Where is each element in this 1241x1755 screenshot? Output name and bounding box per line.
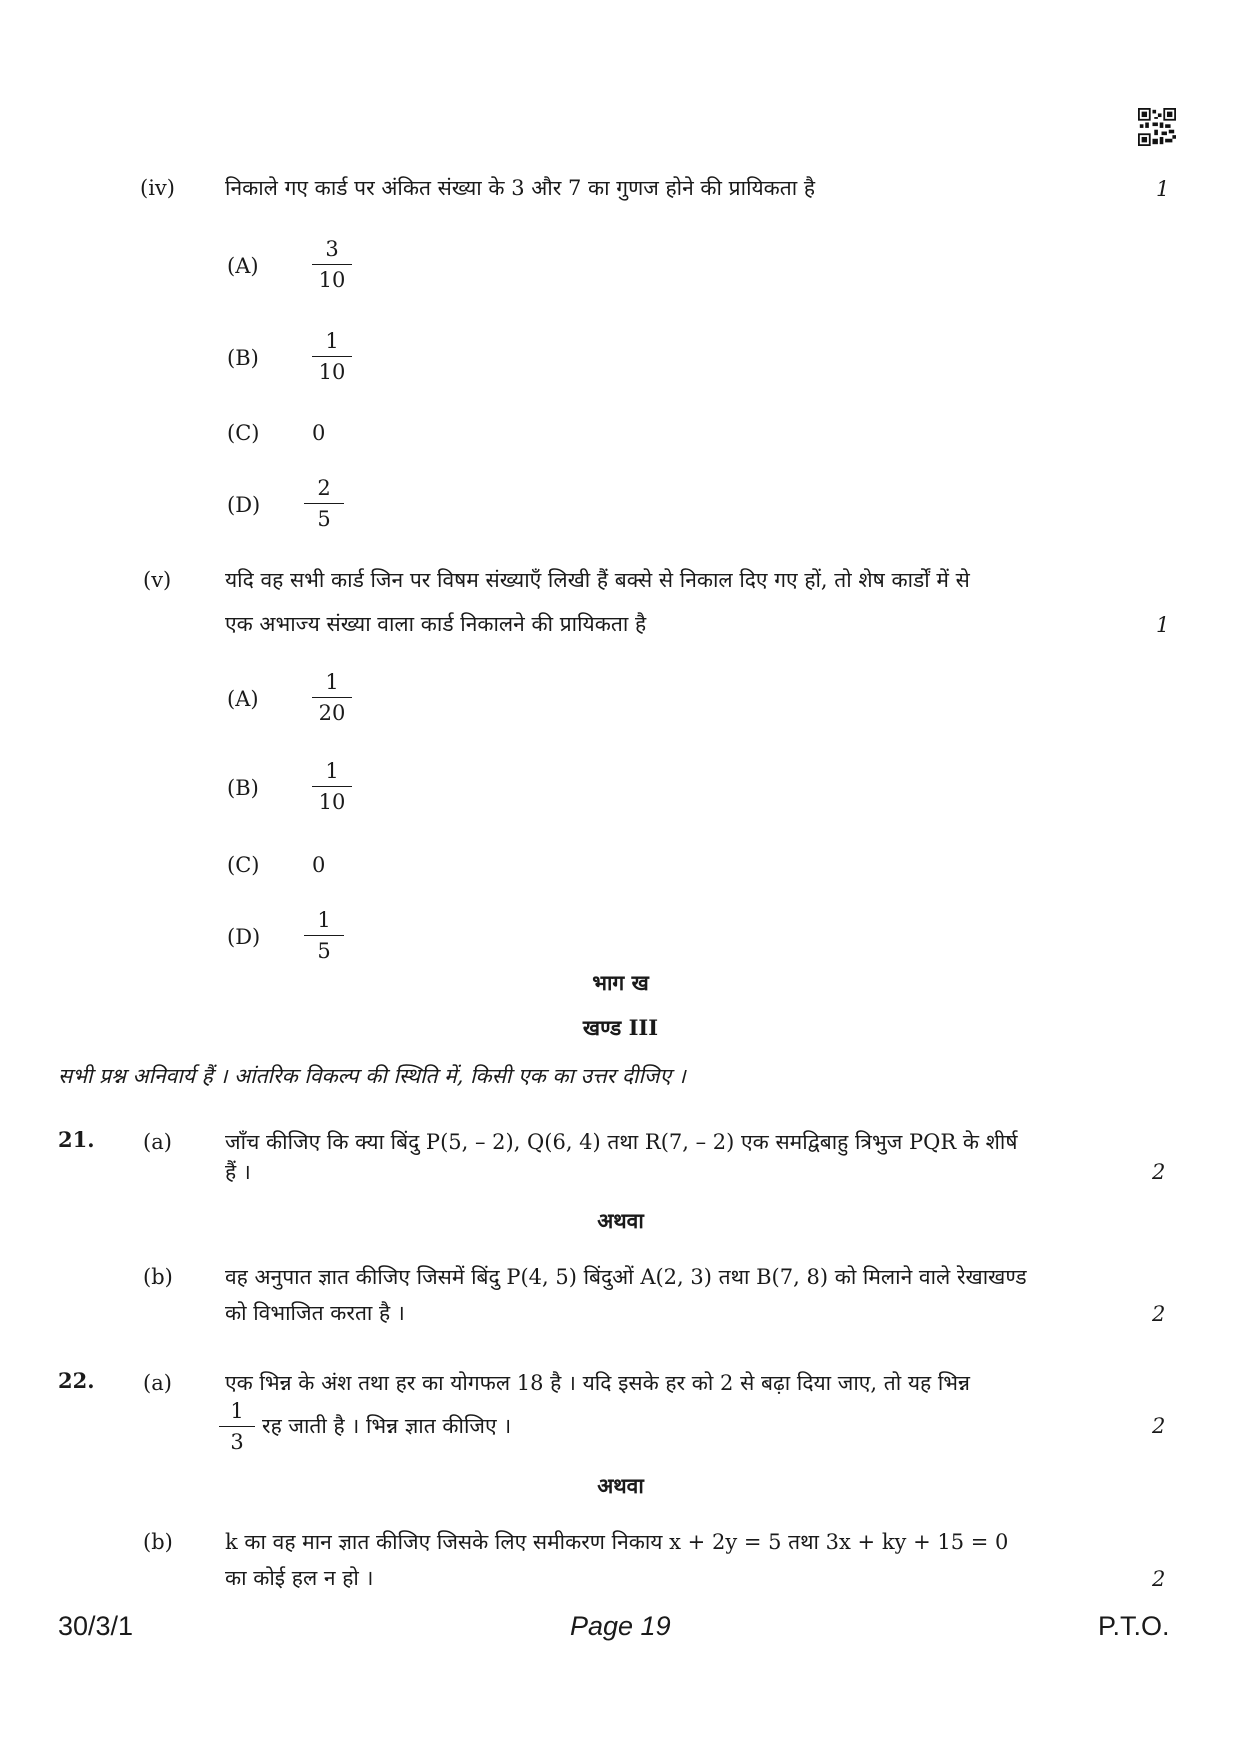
option-label-c: (C) <box>227 421 260 445</box>
option-b-fraction: 1 10 <box>312 758 352 815</box>
question-text-line-2: को विभाजित करता है । <box>225 1301 405 1325</box>
subpart-label: (iv) <box>140 176 175 200</box>
marks: 2 <box>1152 1160 1166 1184</box>
option-label-d: (D) <box>227 925 261 949</box>
option-c-value: 0 <box>312 853 326 877</box>
or-divider: अथवा <box>597 1208 644 1233</box>
question-text-line-2: रह जाती है । भिन्न ज्ञात कीजिए । <box>262 1414 512 1438</box>
fraction-one-third: 1 3 <box>219 1398 255 1455</box>
option-label-a: (A) <box>227 254 259 278</box>
marks: 2 <box>1152 1414 1166 1438</box>
option-b-fraction: 1 10 <box>312 328 352 385</box>
option-label-a: (A) <box>227 687 259 711</box>
paper-code: 30/3/1 <box>58 1611 134 1641</box>
section-heading: खण्ड III <box>582 1015 659 1040</box>
question-text-line-1: एक भिन्न के अंश तथा हर का योगफल 18 है । यदि इसके हर को 2 से बढ़ा दिया जाए, तो यह भिन्न <box>225 1371 971 1395</box>
marks: 1 <box>1156 613 1170 637</box>
option-d-fraction: 1 5 <box>304 907 344 964</box>
marks: 2 <box>1152 1302 1166 1326</box>
question-number: 21. <box>58 1127 95 1152</box>
subpart-label-a: (a) <box>143 1371 172 1395</box>
qr-code-icon <box>1138 108 1176 146</box>
or-divider: अथवा <box>597 1473 644 1498</box>
option-a-fraction: 1 20 <box>312 669 352 726</box>
question-text-line-1: यदि वह सभी कार्ड जिन पर विषम संख्याएँ लिखी हैं बक्से से निकाल दिए गए हों, तो शेष कार्डों में से <box>225 568 970 592</box>
option-c-value: 0 <box>312 421 326 445</box>
section-instruction: सभी प्रश्न अनिवार्य हैं । आंतरिक विकल्प की स्थिति में, किसी एक का उत्तर दीजिए । <box>58 1064 686 1088</box>
question-text: निकाले गए कार्ड पर अंकित संख्या के 3 और 7 का गुणज होने की प्रायिकता है <box>225 176 816 200</box>
question-text-line-1: वह अनुपात ज्ञात कीजिए जिसमें बिंदु P(4, 5) बिंदुओं A(2, 3) तथा B(7, 8) को मिलाने वाले रेखाखण्ड <box>225 1265 1027 1289</box>
subpart-label-a: (a) <box>143 1130 172 1154</box>
question-text-line-2: हैं । <box>225 1160 251 1184</box>
option-d-fraction: 2 5 <box>304 475 344 532</box>
question-text-line-1: जाँच कीजिए कि क्या बिंदु P(5, – 2), Q(6, 4) तथा R(7, – 2) एक समद्विबाहु त्रिभुज PQR के शीर्ष <box>225 1130 1018 1154</box>
pto-label: P.T.O. <box>1098 1611 1170 1641</box>
part-heading: भाग ख <box>592 970 649 995</box>
question-text-line-1: k का वह मान ज्ञात कीजिए जिसके लिए समीकरण निकाय x + 2y = 5 तथा 3x + ky + 15 = 0 <box>225 1530 1009 1554</box>
subpart-label-b: (b) <box>143 1530 173 1554</box>
option-label-b: (B) <box>227 346 259 370</box>
question-number: 22. <box>58 1368 95 1393</box>
question-text-line-2: का कोई हल न हो । <box>225 1566 374 1590</box>
option-label-c: (C) <box>227 853 260 877</box>
question-text-line-2: एक अभाज्य संख्या वाला कार्ड निकालने की प्रायिकता है <box>225 612 647 636</box>
option-a-fraction: 3 10 <box>312 236 352 293</box>
subpart-label-b: (b) <box>143 1265 173 1289</box>
page-number: Page 19 <box>570 1611 671 1641</box>
marks: 2 <box>1152 1567 1166 1591</box>
subpart-label: (v) <box>143 568 172 592</box>
option-label-d: (D) <box>227 493 261 517</box>
option-label-b: (B) <box>227 776 259 800</box>
marks: 1 <box>1156 177 1170 201</box>
